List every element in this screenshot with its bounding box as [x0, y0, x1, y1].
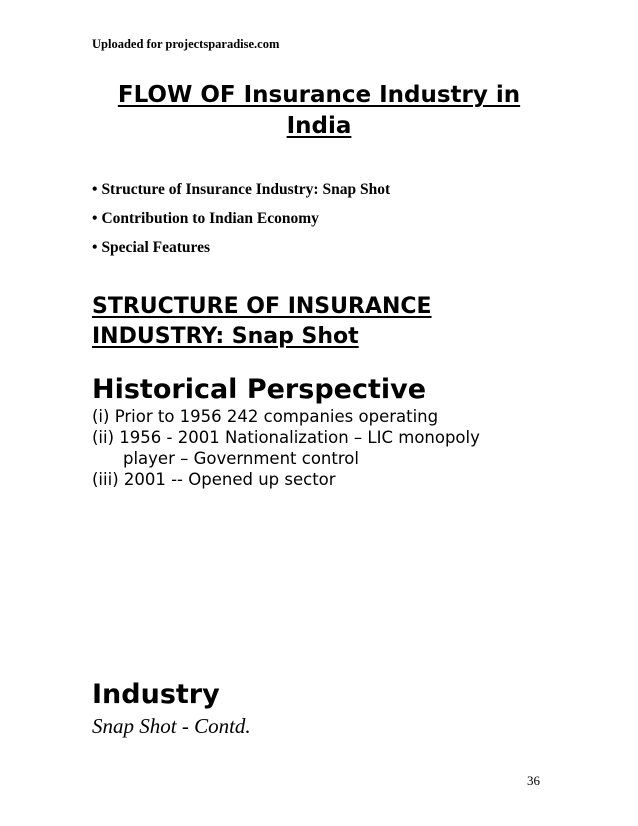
history-line: (iii) 2001 -- Opened up sector — [92, 470, 336, 489]
bullet-text: Structure of Insurance Industry: Snap Shot — [101, 181, 391, 198]
history-line: (ii) 1956 - 2001 Nationalization – LIC monopoly — [92, 428, 480, 447]
page-title-line-1: FLOW OF Insurance Industry in — [117, 82, 521, 108]
bullet-icon: • — [92, 239, 98, 256]
bullet-item — [92, 180, 390, 209]
industry-heading: Industry — [92, 679, 220, 710]
bullet-text: Special Features — [101, 239, 211, 256]
page-title-line-2: India — [286, 113, 352, 139]
page-title — [92, 80, 546, 142]
bullet-item — [92, 238, 390, 267]
structure-heading-line-1: STRUCTURE OF INSURANCE — [92, 294, 432, 319]
industry-subtitle: Snap Shot - Contd. — [92, 714, 251, 738]
bullet-icon: • — [92, 210, 98, 227]
bullet-text: Contribution to Indian Economy — [101, 210, 319, 227]
structure-section-heading — [92, 292, 432, 352]
history-line-continuation: player – Government control — [123, 449, 359, 468]
upload-note: Uploaded for projectsparadise.com — [92, 37, 280, 51]
historical-perspective-list — [92, 406, 480, 490]
history-line: (i) Prior to 1956 242 companies operating — [92, 407, 439, 426]
historical-perspective-heading: Historical Perspective — [92, 374, 427, 405]
bullet-icon: • — [92, 181, 98, 198]
bullet-item — [92, 209, 390, 238]
page-number: 36 — [527, 773, 540, 788]
topic-bullet-list — [92, 180, 390, 267]
structure-heading-line-2: INDUSTRY: Snap Shot — [92, 324, 359, 349]
